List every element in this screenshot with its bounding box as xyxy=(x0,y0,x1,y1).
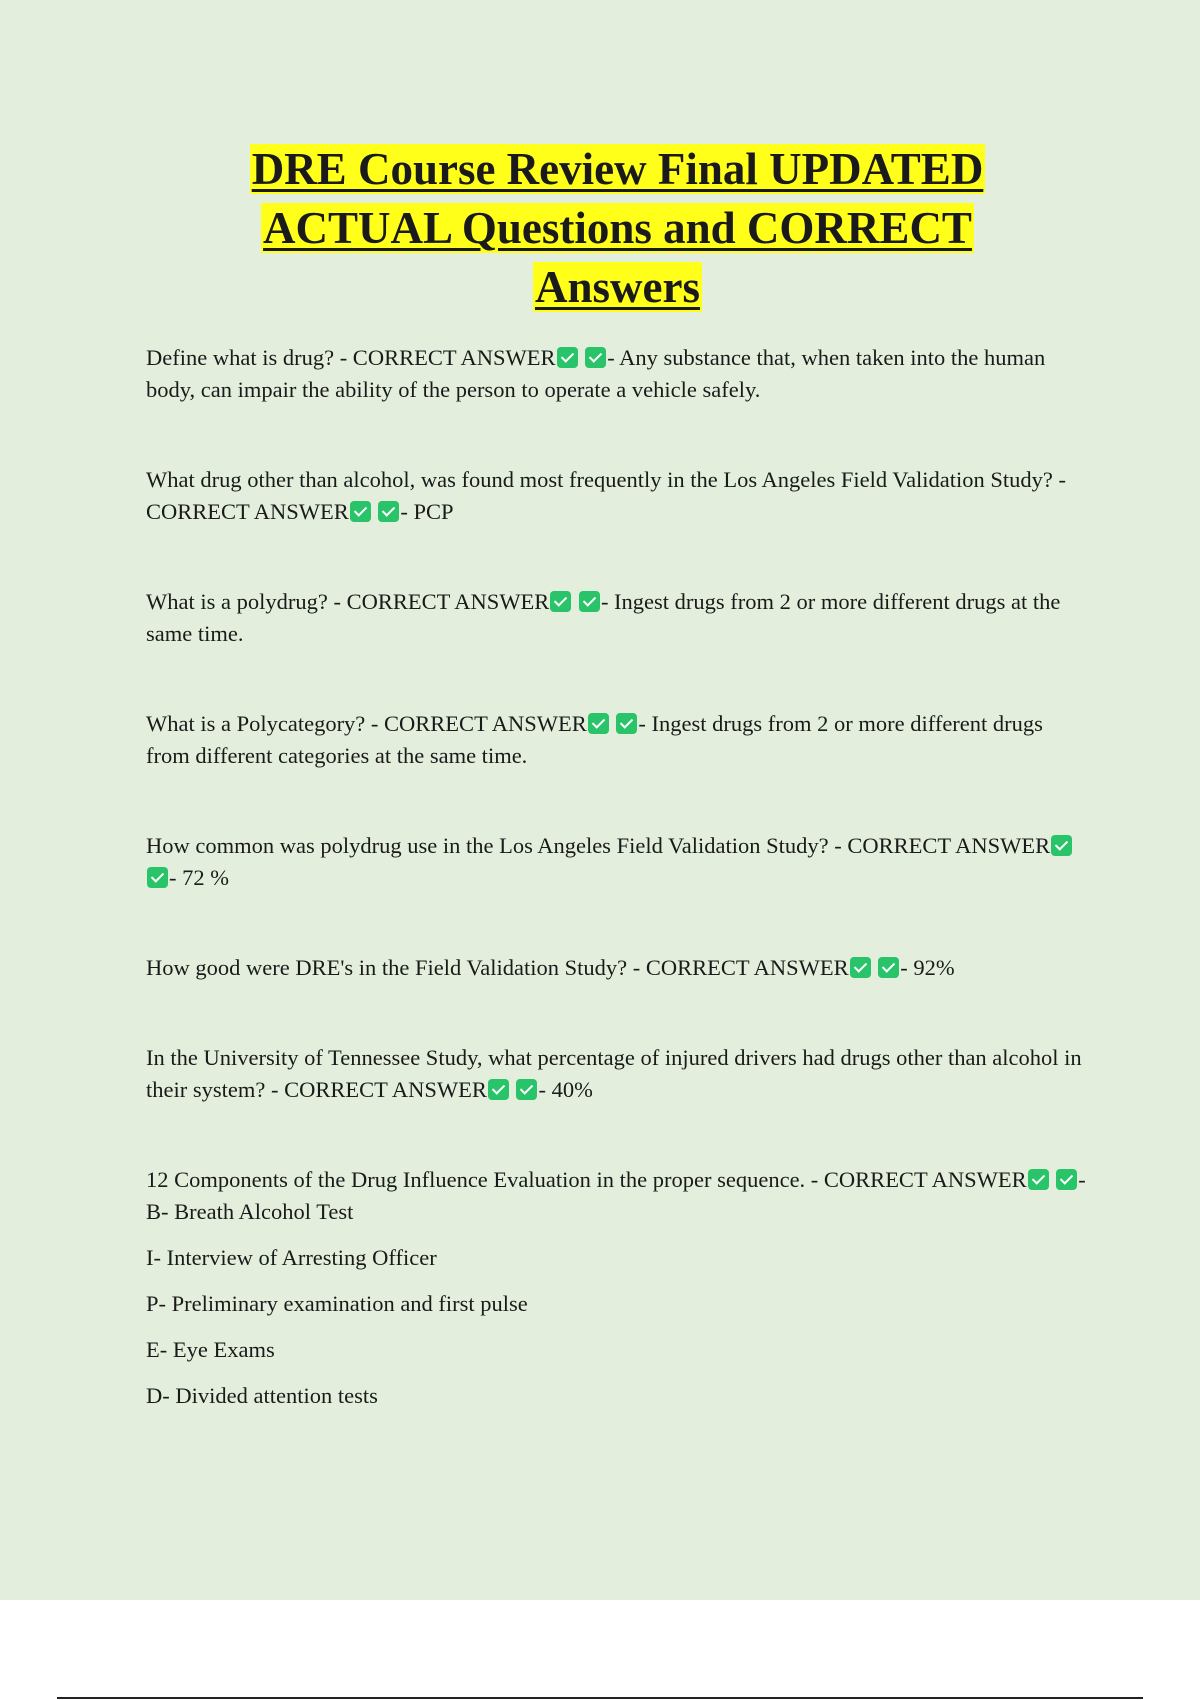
question-text: What is a polydrug? - CORRECT ANSWER xyxy=(146,589,550,614)
component-item: P- Preliminary examination and first pulse xyxy=(146,1291,528,1316)
qa-item xyxy=(146,586,1086,650)
check-box-icon xyxy=(878,957,899,978)
qa-item xyxy=(146,708,1086,772)
check-box-icon xyxy=(147,867,168,888)
question-text: How common was polydrug use in the Los Angeles Field Validation Study? - CORRECT ANSWER xyxy=(146,833,1051,858)
document-title xyxy=(150,140,1085,317)
answer-text: - 40% xyxy=(538,1077,593,1102)
check-box-icon xyxy=(1051,835,1072,856)
answer-text: - Ingest drugs from 2 or more different drugs at the same time. xyxy=(146,589,1061,646)
title-line-1: DRE Course Review Final UPDATED xyxy=(251,144,984,194)
check-box-icon xyxy=(1056,1169,1077,1190)
answer-text: - PCP xyxy=(400,499,454,524)
question-text: 12 Components of the Drug Influence Evaluation in the proper sequence. - CORRECT ANSWER xyxy=(146,1167,1027,1192)
component-item: D- Divided attention tests xyxy=(146,1383,378,1408)
question-text: Define what is drug? - CORRECT ANSWER xyxy=(146,345,556,370)
check-box-icon xyxy=(516,1079,537,1100)
check-box-icon xyxy=(850,957,871,978)
check-box-icon xyxy=(579,591,600,612)
answer-text: - Any substance that, when taken into the human body, can impair the ability of the person to operate a vehicle safely. xyxy=(146,345,1046,402)
component-item: E- Eye Exams xyxy=(146,1337,275,1362)
qa-item xyxy=(146,464,1086,528)
qa-item xyxy=(146,952,1086,984)
question-text: What drug other than alcohol, was found most frequently in the Los Angeles Field Validation Study? - CORRECT ANSWER xyxy=(146,467,1067,524)
question-text: How good were DRE's in the Field Validation Study? - CORRECT ANSWER xyxy=(146,955,849,980)
answer-text: - B- Breath Alcohol Test xyxy=(146,1167,1086,1224)
qa-item xyxy=(146,342,1086,406)
check-box-icon xyxy=(1028,1169,1049,1190)
check-box-icon xyxy=(557,347,578,368)
check-box-icon xyxy=(588,713,609,734)
qa-list xyxy=(146,342,1086,1412)
qa-item xyxy=(146,1164,1086,1228)
qa-item xyxy=(146,830,1086,894)
footer-divider xyxy=(57,1697,1143,1699)
answer-text: - Ingest drugs from 2 or more different drugs from different categories at the same time. xyxy=(146,711,1043,768)
answer-text: - 72 % xyxy=(169,865,229,890)
title-line-3: Answers xyxy=(535,262,700,312)
check-box-icon xyxy=(616,713,637,734)
check-box-icon xyxy=(585,347,606,368)
check-box-icon xyxy=(488,1079,509,1100)
qa-item xyxy=(146,1042,1086,1106)
component-item: I- Interview of Arresting Officer xyxy=(146,1245,437,1270)
question-text: In the University of Tennessee Study, what percentage of injured drivers had drugs other than alcohol in their system? - CORRECT ANSWER xyxy=(146,1045,1082,1102)
check-box-icon xyxy=(350,501,371,522)
check-box-icon xyxy=(550,591,571,612)
title-line-2: ACTUAL Questions and CORRECT xyxy=(263,203,972,253)
answer-text: - 92% xyxy=(900,955,955,980)
check-box-icon xyxy=(378,501,399,522)
question-text: What is a Polycategory? - CORRECT ANSWER xyxy=(146,711,587,736)
